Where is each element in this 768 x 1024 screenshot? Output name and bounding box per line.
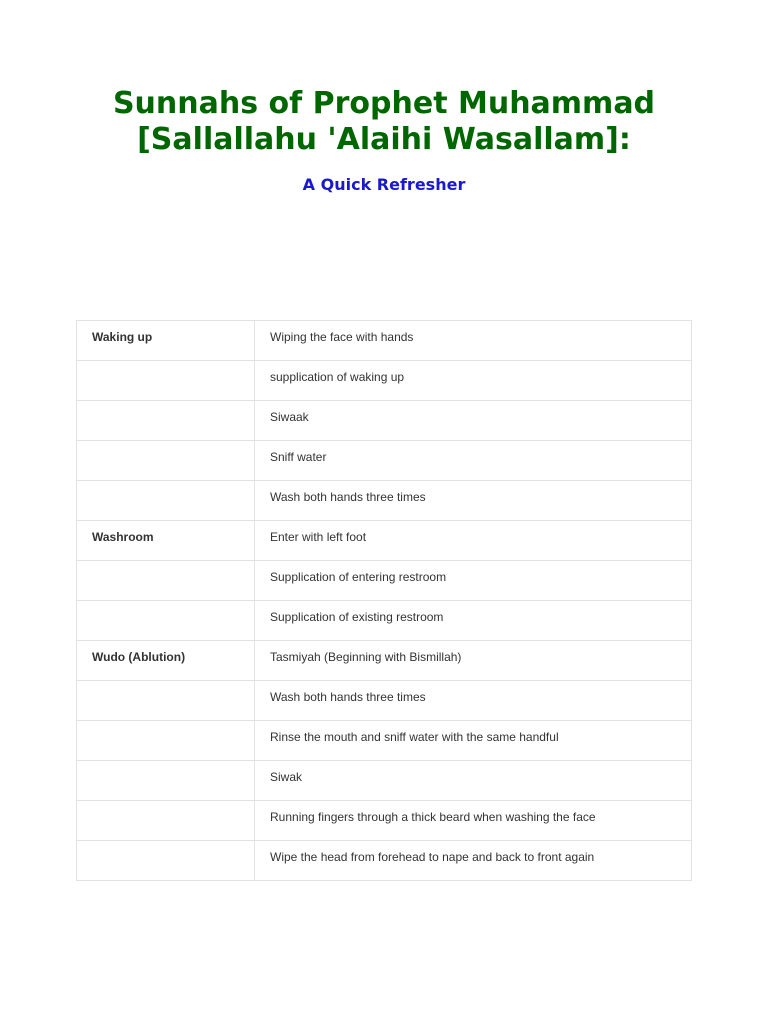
sunnah-table: [76, 320, 692, 881]
document-subtitle: A Quick Refresher: [302, 175, 466, 194]
category-label: Waking up: [92, 330, 153, 344]
action-text: Wipe the head from forehead to nape and back to front again: [270, 850, 595, 864]
table-row: [77, 601, 692, 641]
action-text: supplication of waking up: [270, 370, 405, 384]
category-cell: [77, 681, 255, 721]
action-cell: [255, 321, 692, 361]
category-label: Washroom: [92, 530, 154, 544]
table-row: [77, 721, 692, 761]
table-row: [77, 841, 692, 881]
table-row: [77, 361, 692, 401]
category-cell: [77, 761, 255, 801]
table-row: [77, 481, 692, 521]
action-cell: [255, 761, 692, 801]
action-cell: [255, 521, 692, 561]
category-cell: [77, 321, 255, 361]
category-label: [92, 801, 239, 810]
category-cell: [77, 841, 255, 881]
table-row: [77, 441, 692, 481]
action-text: Enter with left foot: [270, 530, 367, 544]
action-text: Supplication of entering restroom: [270, 570, 447, 584]
table-row: [77, 561, 692, 601]
action-cell: [255, 721, 692, 761]
action-text: Wash both hands three times: [270, 690, 426, 704]
category-label: [92, 601, 239, 610]
table-row: [77, 641, 692, 681]
category-cell: [77, 641, 255, 681]
category-cell: [77, 721, 255, 761]
action-text: Wash both hands three times: [270, 490, 426, 504]
document-title-line-1: Sunnahs of Prophet Muhammad: [112, 86, 656, 121]
category-label: Wudo (Ablution): [92, 650, 186, 664]
category-cell: [77, 801, 255, 841]
category-cell: [77, 601, 255, 641]
action-cell: [255, 481, 692, 521]
category-label: [92, 761, 239, 770]
action-text: Supplication of existing restroom: [270, 610, 444, 624]
table-row: [77, 521, 692, 561]
action-text: Siwak: [270, 770, 303, 784]
action-cell: [255, 681, 692, 721]
category-label: [92, 361, 239, 370]
document-title-line-2: [Sallallahu 'Alaihi Wasallam]:: [137, 122, 631, 157]
table-row: [77, 681, 692, 721]
action-cell: [255, 601, 692, 641]
table-row: [77, 401, 692, 441]
action-text: Tasmiyah (Beginning with Bismillah): [270, 650, 462, 664]
action-cell: [255, 361, 692, 401]
category-cell: [77, 361, 255, 401]
category-cell: [77, 521, 255, 561]
action-text: Running fingers through a thick beard when washing the face: [270, 810, 596, 824]
document-title: [0, 86, 768, 158]
action-cell: [255, 641, 692, 681]
category-label: [92, 561, 239, 570]
category-label: [92, 441, 239, 450]
action-cell: [255, 841, 692, 881]
table-row: [77, 321, 692, 361]
table-row: [77, 801, 692, 841]
category-label: [92, 401, 239, 410]
category-cell: [77, 561, 255, 601]
category-label: [92, 841, 239, 850]
action-cell: [255, 801, 692, 841]
category-label: [92, 481, 239, 490]
category-cell: [77, 481, 255, 521]
action-text: Siwaak: [270, 410, 309, 424]
category-cell: [77, 401, 255, 441]
category-cell: [77, 441, 255, 481]
category-label: [92, 681, 239, 690]
table-row: [77, 761, 692, 801]
action-cell: [255, 441, 692, 481]
category-label: [92, 721, 239, 730]
action-text: Wiping the face with hands: [270, 330, 414, 344]
action-text: Rinse the mouth and sniff water with the same handful: [270, 730, 559, 744]
action-text: Sniff water: [270, 450, 327, 464]
action-cell: [255, 561, 692, 601]
action-cell: [255, 401, 692, 441]
